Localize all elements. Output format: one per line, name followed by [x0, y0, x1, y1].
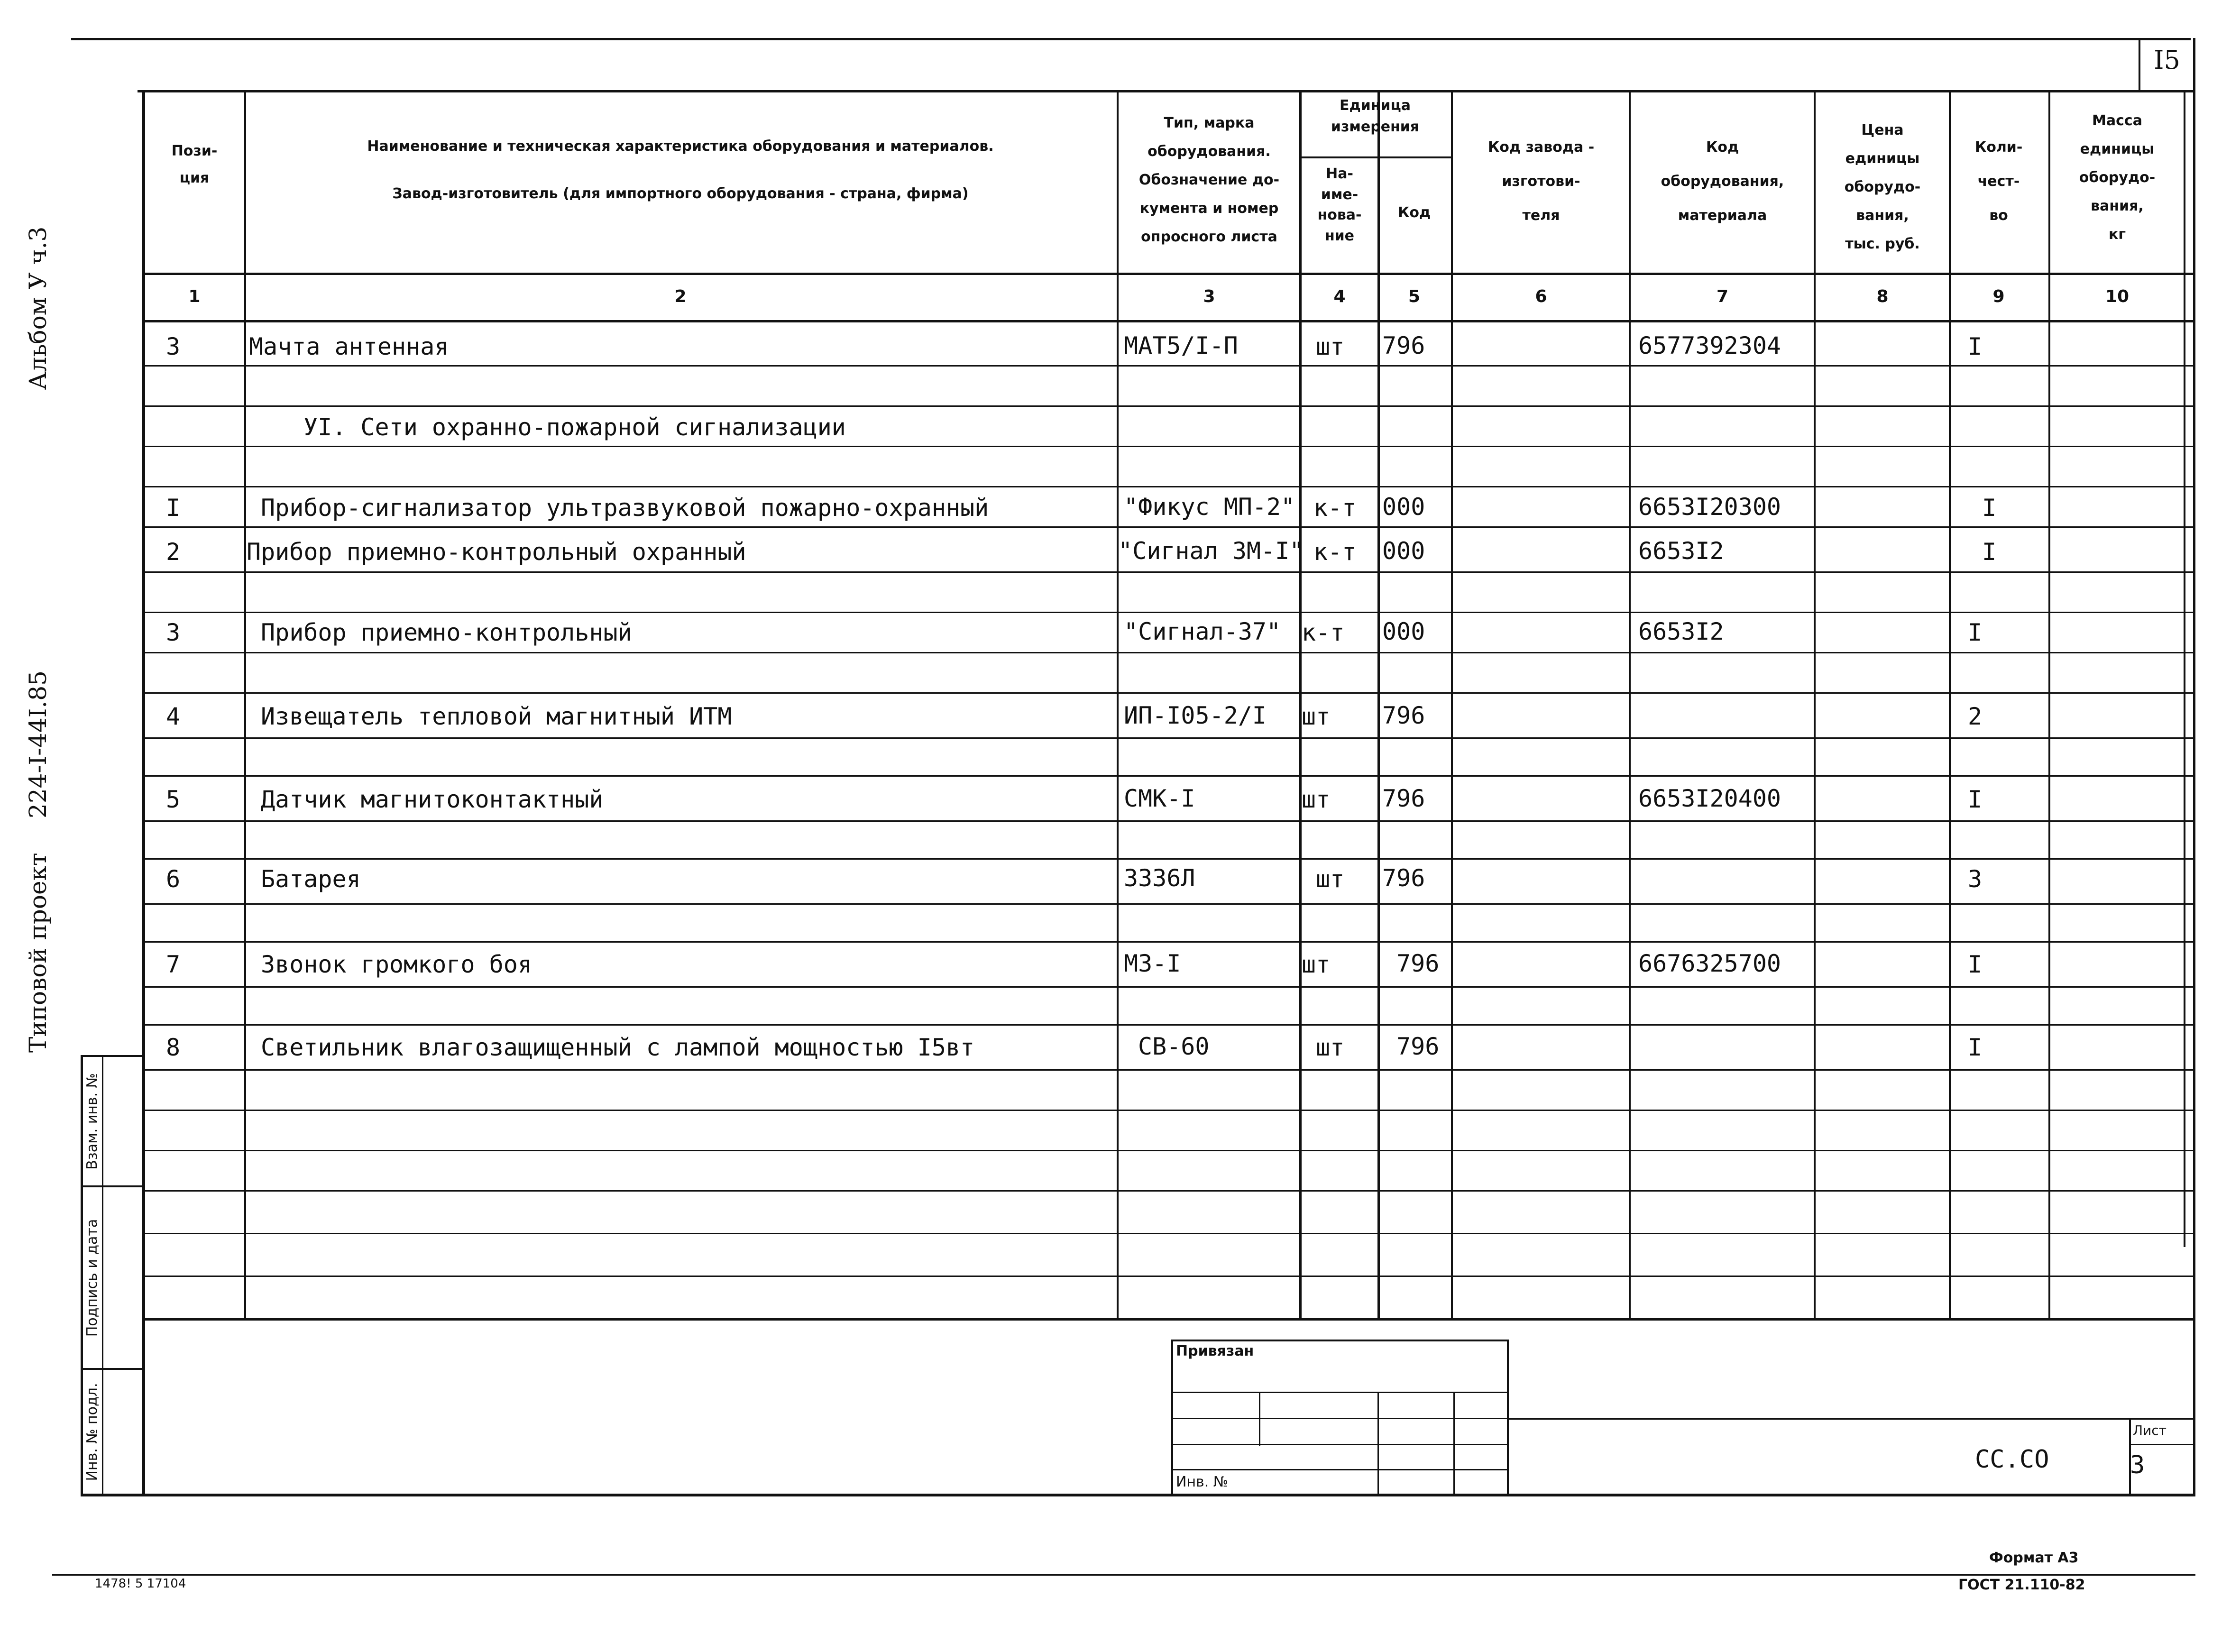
row-4-code: 000 — [1382, 618, 1425, 645]
table-row-line — [145, 903, 2193, 905]
row-6-equipment-code: 6653I20400 — [1638, 785, 1781, 812]
row-4-name: Прибор приемно-контрольный — [261, 619, 632, 646]
row-0-unit: шт — [1316, 333, 1345, 360]
row-0-type: МАТ5/I-П — [1124, 332, 1238, 359]
row-9-type: СВ-60 — [1138, 1033, 1210, 1060]
table-row-line — [145, 486, 2193, 487]
row-5-quantity: 2 — [1968, 703, 1983, 730]
stamp-col-line-1 — [1259, 1392, 1260, 1446]
row-6-unit: шт — [1302, 786, 1331, 813]
side-strip-divider-1 — [81, 1055, 145, 1057]
title-block-top-line — [1508, 1418, 2195, 1420]
table-row-line — [145, 320, 2193, 322]
header-unit-group: Единица измерения — [1331, 97, 1420, 135]
table-row-line — [145, 612, 2193, 613]
sheet-number-top: I5 — [2154, 45, 2180, 75]
table-row-line — [145, 1190, 2193, 1192]
row-9-code: 796 — [1396, 1033, 1440, 1060]
header-factory-code: Код завода - изготови- теля — [1487, 139, 1595, 224]
row-2-code: 000 — [1382, 493, 1425, 521]
row-4-quantity: I — [1968, 619, 1983, 646]
table-row-line — [145, 692, 2193, 694]
unit-group-divider — [1299, 156, 1451, 158]
row-0-equipment-code: 6577392304 — [1638, 332, 1781, 359]
row-5-unit: шт — [1302, 703, 1331, 730]
col-number-1: 1 — [188, 287, 201, 306]
typical-project-label: Типовой проект — [24, 853, 52, 1053]
frame-top-line — [138, 90, 2195, 92]
row-2-position: I — [166, 494, 181, 522]
side-strip-divider-3 — [81, 1368, 145, 1370]
row-8-position: 7 — [166, 951, 181, 978]
stamp-row-line-3 — [1171, 1444, 1508, 1445]
table-column-line — [2184, 90, 2185, 1247]
table-row-line — [145, 1024, 2193, 1026]
stamp-box-top — [1171, 1340, 1508, 1341]
row-7-type: 3336Л — [1124, 864, 1195, 892]
row-3-type: "Сигнал 3М-I" — [1118, 537, 1304, 565]
col-number-9: 9 — [1992, 287, 2005, 306]
table-row-line — [145, 858, 2193, 860]
row-8-type: МЗ-I — [1124, 950, 1181, 977]
header-price: Цена единицы оборудо- вания, тыс. руб. — [1844, 122, 1921, 252]
header-type: Тип, марка оборудования. Обозначение до- кумента и номер опросного листа — [1138, 115, 1280, 245]
table-row-line — [145, 571, 2193, 573]
table-row-line — [145, 1150, 2193, 1151]
row-6-quantity: I — [1968, 786, 1983, 813]
header-name-line1: Наименование и техническая характеристика оборудования и материалов. — [367, 138, 994, 155]
header-equipment-code: Код оборудования, материала — [1661, 139, 1784, 224]
header-mass: Масса единицы оборудо- вания, кг — [2079, 112, 2156, 243]
row-4-equipment-code: 6653I2 — [1638, 618, 1724, 645]
frame-bottom-line — [81, 1494, 2195, 1496]
row-3-unit: к-т — [1313, 538, 1357, 566]
col-number-3: 3 — [1203, 287, 1215, 306]
frame-left-line — [142, 90, 145, 1496]
row-4-type: "Сигнал-37" — [1124, 618, 1281, 645]
col-number-2: 2 — [674, 287, 687, 306]
footer-format: Формат А3 — [1989, 1550, 2079, 1566]
row-3-code: 000 — [1382, 537, 1425, 565]
row-8-unit: шт — [1302, 951, 1331, 978]
row-8-code: 796 — [1396, 950, 1440, 977]
col-number-4: 4 — [1333, 287, 1346, 306]
row-8-equipment-code: 6676325700 — [1638, 950, 1781, 977]
header-name-line2: Завод-изготовитель (для импортного оборудования - страна, фирма) — [392, 185, 969, 202]
row-7-unit: шт — [1316, 865, 1345, 893]
row-6-code: 796 — [1382, 785, 1425, 812]
header-unit-name: На- име- нова- ние — [1317, 165, 1362, 244]
row-5-type: ИП-I05-2/I — [1124, 702, 1267, 729]
list-label: Лист — [2133, 1423, 2167, 1438]
table-row-line — [145, 652, 2193, 653]
table-row-line — [145, 1069, 2193, 1071]
row-2-equipment-code: 6653I20300 — [1638, 493, 1781, 521]
stamp-row-line-1 — [1171, 1392, 1508, 1393]
header-unit-code: Код — [1397, 204, 1431, 221]
row-4-position: 3 — [166, 619, 181, 646]
row-9-position: 8 — [166, 1034, 181, 1061]
table-row-line — [145, 737, 2193, 739]
footer-gost: ГОСТ 21.110-82 — [1958, 1577, 2085, 1593]
side-strip-divider-2 — [81, 1185, 145, 1187]
row-7-name: Батарея — [261, 865, 361, 893]
row-5-position: 4 — [166, 703, 181, 730]
row-0-quantity: I — [1968, 333, 1983, 360]
table-row-line — [145, 1110, 2193, 1111]
table-row-line — [145, 365, 2193, 367]
row-3-quantity: I — [1982, 538, 1997, 566]
table-row-line — [145, 820, 2193, 822]
podpis-label: Подпись и дата — [84, 1219, 101, 1337]
row-9-quantity: I — [1968, 1034, 1983, 1061]
table-row-line — [145, 1276, 2193, 1277]
document-code: СС.СО — [1975, 1445, 2049, 1474]
row-3-name: Прибор приемно-контрольный охранный — [247, 538, 746, 566]
row-5-name: Извещатель тепловой магнитный ИТМ — [261, 703, 732, 730]
row-2-type: "Фикус МП-2" — [1124, 493, 1295, 521]
table-row-line — [145, 775, 2193, 777]
row-7-position: 6 — [166, 865, 181, 893]
row-0-name: Мачта антенная — [249, 333, 449, 360]
col-number-8: 8 — [1876, 287, 1889, 306]
stamp-col-line-2 — [1377, 1392, 1379, 1496]
table-row-line — [145, 273, 2193, 275]
row-9-unit: шт — [1316, 1034, 1345, 1061]
row-4-unit: к-т — [1302, 619, 1345, 646]
header-quantity: Коли- чест- во — [1974, 139, 2023, 224]
row-8-name: Звонок громкого боя — [261, 951, 532, 978]
header-position: Пози- ция — [171, 143, 218, 186]
table-row-line — [145, 1318, 2193, 1321]
stamp-col-line-3 — [1453, 1392, 1455, 1496]
table-row-line — [145, 446, 2193, 447]
row-7-code: 796 — [1382, 864, 1425, 892]
vzam-label: Взам. инв. № — [84, 1073, 101, 1170]
table-row-line — [145, 941, 2193, 943]
row-3-equipment-code: 6653I2 — [1638, 537, 1724, 565]
list-number: 3 — [2130, 1451, 2145, 1479]
col-number-10: 10 — [2105, 287, 2130, 306]
list-box-mid — [2129, 1444, 2195, 1445]
row-8-quantity: I — [1968, 951, 1983, 978]
top-border-line — [71, 38, 2191, 40]
footer-line — [52, 1574, 2195, 1576]
col-number-6: 6 — [1535, 287, 1547, 306]
row-9-name: Светильник влагозащищенный с лампой мощностью I5вт — [261, 1034, 975, 1061]
row-5-code: 796 — [1382, 702, 1425, 729]
stamp-privyazan: Привязан — [1176, 1343, 1254, 1359]
row-6-position: 5 — [166, 786, 181, 813]
stamp-inv-no: Инв. № — [1176, 1474, 1229, 1490]
col-number-5: 5 — [1408, 287, 1421, 306]
frame-right-line — [2193, 38, 2195, 1496]
table-row-line — [145, 1233, 2193, 1234]
row-2-quantity: I — [1982, 494, 1997, 522]
row-0-position: 3 — [166, 333, 181, 360]
section-title: УI. Сети охранно-пожарной сигнализации — [303, 413, 846, 441]
row-6-type: СМК-I — [1124, 785, 1195, 812]
side-strip-inner-line — [102, 1055, 103, 1496]
stamp-row-line-2 — [1171, 1418, 1508, 1419]
footer-order: 1478! 5 17104 — [95, 1577, 186, 1591]
inv-podl-label: Инв. № подл. — [84, 1383, 101, 1481]
row-2-name: Прибор-сигнализатор ультразвуковой пожарно-охранный — [261, 494, 989, 522]
album-label: Альбом У ч.3 — [24, 226, 52, 390]
row-7-quantity: 3 — [1968, 865, 1983, 893]
table-row-line — [145, 986, 2193, 988]
table-row-line — [145, 526, 2193, 528]
project-code-label: 224-I-44I.85 — [24, 670, 52, 818]
row-0-code: 796 — [1382, 332, 1425, 359]
stamp-row-line-4 — [1171, 1469, 1508, 1470]
row-2-unit: к-т — [1313, 494, 1357, 522]
table-row-line — [145, 405, 2193, 407]
row-3-position: 2 — [166, 538, 181, 566]
sheet-number-box-left — [2139, 40, 2140, 90]
col-number-7: 7 — [1716, 287, 1729, 306]
row-6-name: Датчик магнитоконтактный — [261, 786, 604, 813]
